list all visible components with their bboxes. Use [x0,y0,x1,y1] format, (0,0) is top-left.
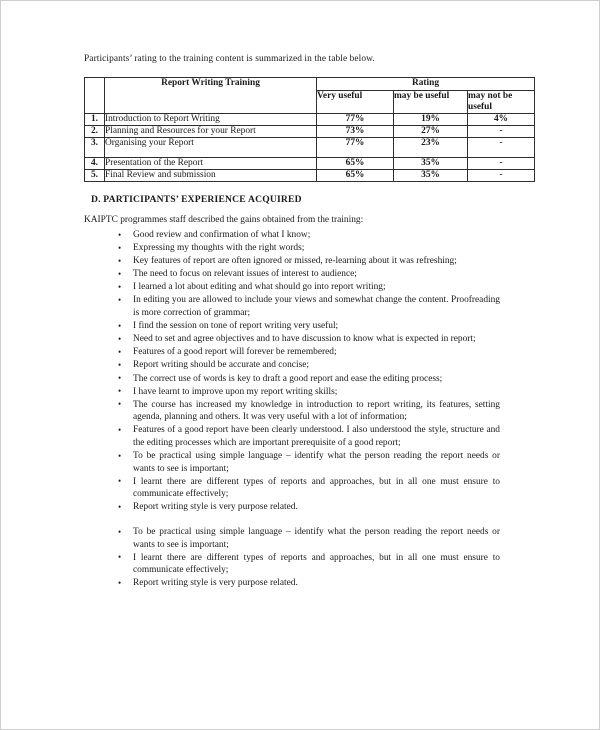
row-topic: Planning and Resources for your Report [105,126,317,138]
list-item: • Report writing style is very purpose related. [84,501,533,514]
row-very-useful: 65% [317,170,394,182]
row-may-not-be-useful: - [468,126,535,138]
row-may-be-useful: 23% [394,138,468,158]
list-item: • Features of a good report will forever be remembered; [84,346,533,359]
table-row [85,126,535,138]
row-number: 1. [85,114,105,126]
header-cell-blank [85,78,105,114]
row-may-be-useful: 19% [394,114,468,126]
header-may-not-be-useful: may not be useful [468,91,535,114]
row-may-be-useful: 35% [394,158,468,170]
row-very-useful: 73% [317,126,394,138]
row-topic: Organising your Report [105,138,317,158]
header-report-writing-training: Report Writing Training [105,78,317,114]
list-item: • Features of a good report have been clearly understood. I also understood the style, structure and the editing processes which are important prerequisite of a good report; [84,424,533,449]
row-may-not-be-useful: - [468,138,535,158]
list-item: • Report writing should be accurate and concise; [84,359,533,372]
list-item: • The course has increased my knowledge in introduction to report writing, its features, setting agenda, planning and others. It was very useful with a lot of information; [84,399,533,424]
list-item: • Report writing style is very purpose related. [84,577,533,590]
list-item: • I learnt there are different types of reports and approaches, but in all one must ensure to communicate effectively; [84,476,533,501]
list-item: • I have learnt to improve upon my report writing skills; [84,386,533,399]
list-item: • The correct use of words is key to draft a good report and ease the editing process; [84,373,533,386]
table-row [85,114,535,126]
row-very-useful: 65% [317,158,394,170]
row-number: 4. [85,158,105,170]
header-rating-group: Rating [317,78,535,91]
row-may-not-be-useful: - [468,158,535,170]
row-very-useful: 77% [317,138,394,158]
list-item: • I learnt there are different types of reports and approaches, but in all one must ensure to communicate effectively; [84,552,533,577]
rating-table [84,77,535,182]
list-item: • Good review and confirmation of what I know; [84,229,533,242]
row-very-useful: 77% [317,114,394,126]
experience-bullet-list [84,229,533,590]
list-item: • Key features of report are often ignored or missed, re-learning about it was refreshing; [84,255,533,268]
list-item: • The need to focus on relevant issues of interest to audience; [84,268,533,281]
list-item: • Expressing my thoughts with the right words; [84,242,533,255]
header-very-useful: Very useful [317,91,394,114]
list-item: • Need to set and agree objectives and to have discussion to know what is expected in report; [84,333,533,346]
table-row [85,138,535,158]
row-may-not-be-useful: - [468,170,535,182]
row-topic: Introduction to Report Writing [105,114,317,126]
table-header-row-group [85,78,535,91]
header-may-be-useful: may be useful [394,91,468,114]
list-item: • To be practical using simple language – identify what the person reading the report needs or wants to see is important; [84,526,533,551]
table-row [85,170,535,182]
section-lead-paragraph: KAIPTC programmes staff described the gains obtained from the training: [84,215,364,225]
list-item: • I find the session on tone of report writing very useful; [84,320,533,333]
list-item: • To be practical using simple language – identify what the person reading the report needs or wants to see is important; [84,450,533,475]
list-item: • In editing you are allowed to include your views and somewhat change the content. Proofreading is more correction of grammar; [84,294,533,319]
row-may-be-useful: 35% [394,170,468,182]
row-topic: Presentation of the Report [105,158,317,170]
section-heading-d: D. PARTICIPANTS’ EXPERIENCE ACQUIRED [91,194,302,205]
intro-paragraph: Participants’ rating to the training content is summarized in the table below. [84,54,375,64]
row-number: 3. [85,138,105,158]
row-topic: Final Review and submission [105,170,317,182]
table-row [85,158,535,170]
row-number: 2. [85,126,105,138]
list-item: • I learned a lot about editing and what should go into report writing; [84,281,533,294]
row-may-not-be-useful: 4% [468,114,535,126]
row-may-be-useful: 27% [394,126,468,138]
row-number: 5. [85,170,105,182]
